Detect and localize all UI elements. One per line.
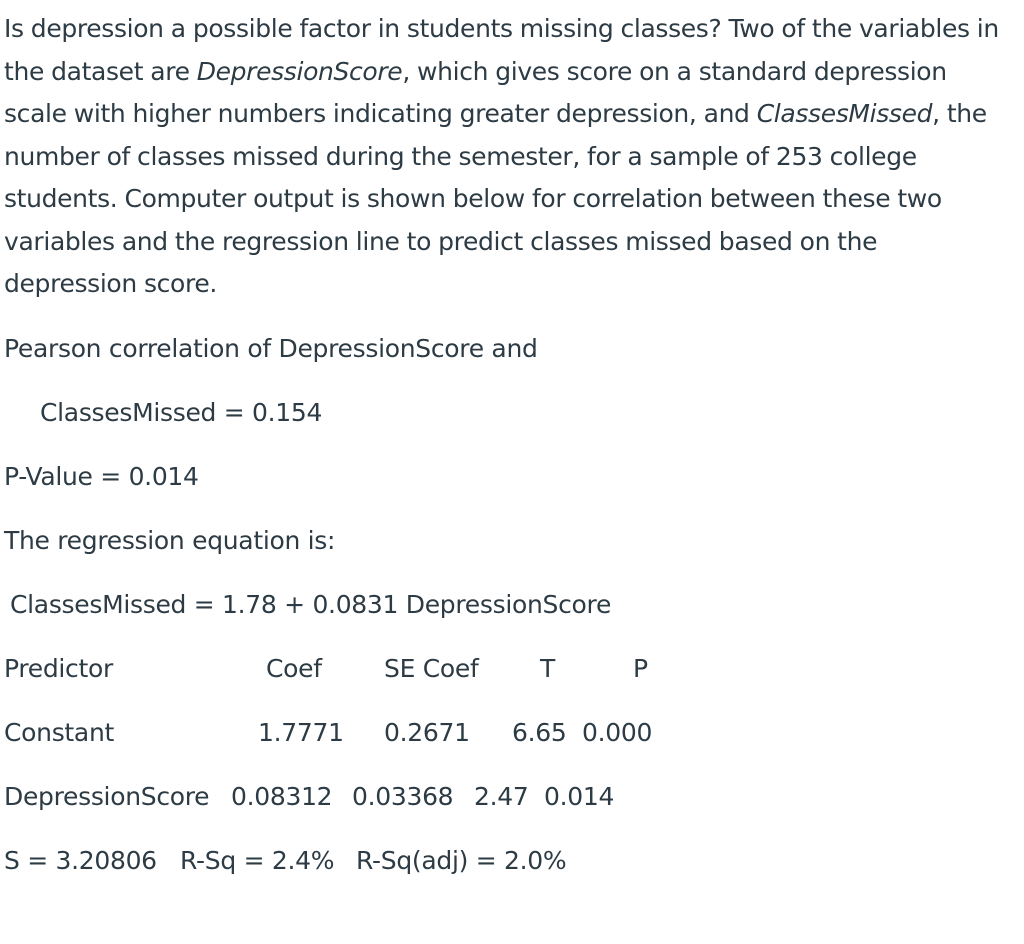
row-coef: 1.7771 bbox=[258, 718, 344, 747]
row-t: 2.47 bbox=[474, 782, 529, 811]
summary-rsq: R-Sq = 2.4% bbox=[180, 846, 335, 875]
row-coef: 0.08312 bbox=[231, 782, 333, 811]
header-t: T bbox=[540, 654, 555, 683]
regression-label: The regression equation is: bbox=[4, 526, 336, 555]
row-p: 0.014 bbox=[544, 782, 615, 811]
row-se-coef: 0.03368 bbox=[352, 782, 454, 811]
question-part3: , the number of classes missed during the semester, for a sample of 253 college students. Computer output is shown below for correlation between these two variables and the regression line to predict classes missed based on the depression score. bbox=[4, 99, 987, 298]
row-se-coef: 0.2671 bbox=[384, 718, 470, 747]
row-predictor: Constant bbox=[4, 718, 114, 747]
header-predictor: Predictor bbox=[4, 654, 113, 683]
summary-rsq-adj: R-Sq(adj) = 2.0% bbox=[356, 846, 567, 875]
question-part1: Is depression a possible factor in students missing classes? Two of the variables in the dataset are bbox=[4, 14, 999, 86]
regression-equation: ClassesMissed = 1.78 + 0.0831 DepressionScore bbox=[10, 590, 612, 619]
question-part2: , which gives score on a standard depression scale with higher numbers indicating greater depression, and bbox=[4, 56, 947, 128]
pearson-label: Pearson correlation of DepressionScore and bbox=[4, 334, 538, 363]
variable-classes-missed: ClassesMissed bbox=[756, 99, 933, 128]
header-coef: Coef bbox=[266, 654, 322, 683]
summary-s: S = 3.20806 bbox=[4, 846, 157, 875]
question-text bbox=[4, 8, 1016, 306]
pearson-value: ClassesMissed = 0.154 bbox=[40, 398, 323, 427]
variable-depression-score: DepressionScore bbox=[196, 56, 403, 86]
row-predictor: DepressionScore bbox=[4, 782, 210, 811]
header-se-coef: SE Coef bbox=[384, 654, 479, 683]
row-p: 0.000 bbox=[582, 718, 653, 747]
row-t: 6.65 bbox=[512, 718, 567, 747]
p-value: P-Value = 0.014 bbox=[4, 462, 199, 491]
header-p: P bbox=[633, 654, 648, 683]
